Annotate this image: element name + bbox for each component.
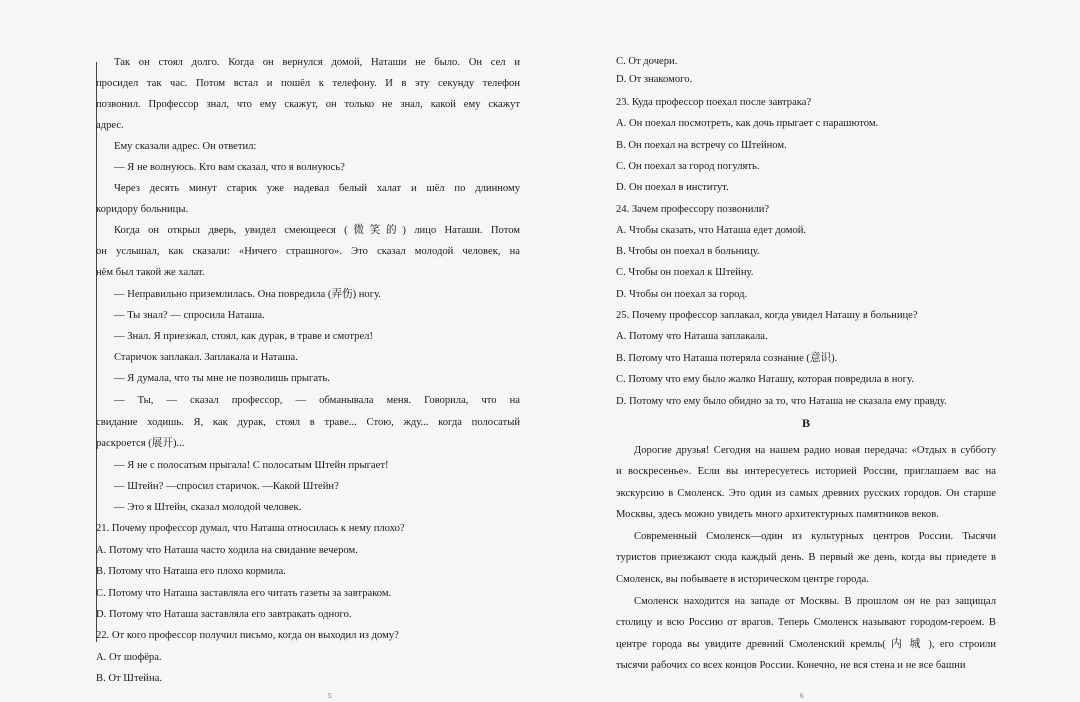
text-line: B. Он поехал на встречу со Штейном.: [616, 140, 787, 151]
left-page: [96, 0, 520, 702]
text-line: 23. Куда профессор поехал после завтрака?: [616, 97, 812, 108]
text-line: B. Чтобы он поехал в больницу.: [616, 246, 760, 257]
text-line: B. Потому что Наташа его плохо кормила.: [96, 566, 286, 577]
text-line: A. От шофёра.: [96, 652, 162, 663]
text-line: нём был такой же халат.: [96, 267, 205, 278]
text-line: — Это я Штейн, сказал молодой человек.: [114, 502, 302, 513]
text-line: Москвы, здесь можно увидеть много архитектурных памятников веков.: [616, 509, 939, 520]
text-line: Смоленск, вы побываете в историческом центре города.: [616, 574, 869, 585]
text-line: 22. От кого профессор получил письмо, когда он выходил из дому?: [96, 630, 399, 641]
text-line: туристов приезжают сюда каждый день. В первый же день, когда вы приедете в: [616, 552, 996, 563]
text-line: C. Он поехал за город погулять.: [616, 161, 760, 172]
text-line: 21. Почему профессор думал, что Наташа относилась к нему плохо?: [96, 523, 405, 534]
text-line: B. Потому что Наташа потеряла сознание (意识).: [616, 353, 838, 364]
text-line: раскроется (展开)...: [96, 438, 185, 449]
right-page: [616, 0, 996, 702]
text-line: — Я не волнуюсь. Кто вам сказал, что я волнуюсь?: [114, 162, 345, 173]
text-line: тысячи рабочих со всех концов России. Конечно, не вся стена и не все башни: [616, 660, 966, 671]
text-line: просидел так час. Потом встал и пошёл к телефону. И в эту секунду телефон: [96, 78, 520, 89]
text-line: Смоленск находится на западе от Москвы. В прошлом он не раз защищал: [634, 596, 996, 607]
text-line: A. Потому что Наташа часто ходила на свидание вечером.: [96, 545, 358, 556]
text-line: — Штейн? —спросил старичок. —Какой Штейн?: [114, 481, 339, 492]
text-line: Старичок заплакал. Заплакала и Наташа.: [114, 352, 298, 363]
text-line: D. Потому что ему было обидно за то, что Наташа не сказала ему правду.: [616, 396, 947, 407]
text-line: D. Потому что Наташа заставляла его завтракать одного.: [96, 609, 352, 620]
text-line: D. Он поехал в институт.: [616, 182, 729, 193]
text-line: Дорогие друзья! Сегодня на нашем радио новая передача: «Отдых в субботу: [634, 445, 996, 456]
text-line: C. Потому что Наташа заставляла его читать газеты за завтраком.: [96, 588, 392, 599]
text-line: Так он стоял долго. Когда он вернулся домой, Наташи не было. Он сел и: [114, 57, 520, 68]
text-line: C. Чтобы он поехал к Штейну.: [616, 267, 754, 278]
section-heading: B: [801, 416, 810, 430]
text-line: центре города вы увидите древний Смоленский кремль( 内 城 ), его строили: [616, 639, 996, 650]
text-line: Через десять минут старик уже надевал белый халат и шёл по длинному: [114, 183, 520, 194]
text-line: — Я думала, что ты мне не позволишь прыгать.: [114, 373, 330, 384]
text-line: Современный Смоленск—один из культурных центров России. Тысячи: [634, 531, 996, 542]
page-number-right: 6: [800, 692, 804, 700]
text-line: D. От знакомого.: [616, 74, 693, 85]
text-line: A. Потому что Наташа заплакала.: [616, 331, 768, 342]
text-line: — Ты знал? — спросила Наташа.: [114, 310, 265, 321]
text-line: свидание ходишь. Я, как дурак, стоял в траве... Стою, жду... когда полосатый: [96, 417, 520, 428]
text-line: 25. Почему профессор заплакал, когда увидел Наташу в больнице?: [616, 310, 918, 321]
text-line: Когда он открыл дверь, увидел смеющееся (微笑的) лицо Наташи. Потом: [114, 225, 520, 236]
text-line: адрес.: [96, 120, 124, 131]
text-line: и воскресенье». Если вы интересуетесь историей России, приглашаем вас на: [616, 466, 996, 477]
text-line: C. Потому что ему было жалко Наташу, которая повредила в ногу.: [616, 374, 914, 385]
text-line: столицу и всю Россию от врагов. Теперь Смоленск называют городом-героем. В: [616, 617, 996, 628]
text-line: Ему сказали адрес. Он ответил:: [114, 141, 257, 152]
page-number-left: 5: [328, 692, 332, 700]
text-line: D. Чтобы он поехал за город.: [616, 289, 748, 300]
text-line: экскурсию в Смоленск. Это один из самых древних русских городов. Он старше: [616, 488, 996, 499]
text-line: — Я не с полосатым прыгала! С полосатым Штейн прыгает!: [114, 460, 389, 471]
text-line: 24. Зачем профессору позвонили?: [616, 204, 770, 215]
text-line: A. Он поехал посмотреть, как дочь прыгает с парашютом.: [616, 118, 879, 129]
text-line: он услышал, как сказали: «Ничего страшного». Это сказал молодой человек, на: [96, 246, 520, 257]
text-line: позвонил. Профессор знал, что ему скажут, он только не знал, какой ему скажут: [96, 99, 520, 110]
text-line: A. Чтобы сказать, что Наташа едет домой.: [616, 225, 807, 236]
text-line: — Знал. Я приезжал, стоял, как дурак, в траве и смотрел!: [114, 331, 373, 342]
text-line: C. От дочери.: [616, 56, 678, 67]
text-line: — Ты, — сказал профессор, — обманывала меня. Говорила, что на: [114, 395, 520, 406]
text-line: — Неправильно приземлилась. Она повредила (弄伤) ногу.: [114, 289, 381, 300]
text-line: B. От Штейна.: [96, 673, 162, 684]
text-line: коридору больницы.: [96, 204, 189, 215]
